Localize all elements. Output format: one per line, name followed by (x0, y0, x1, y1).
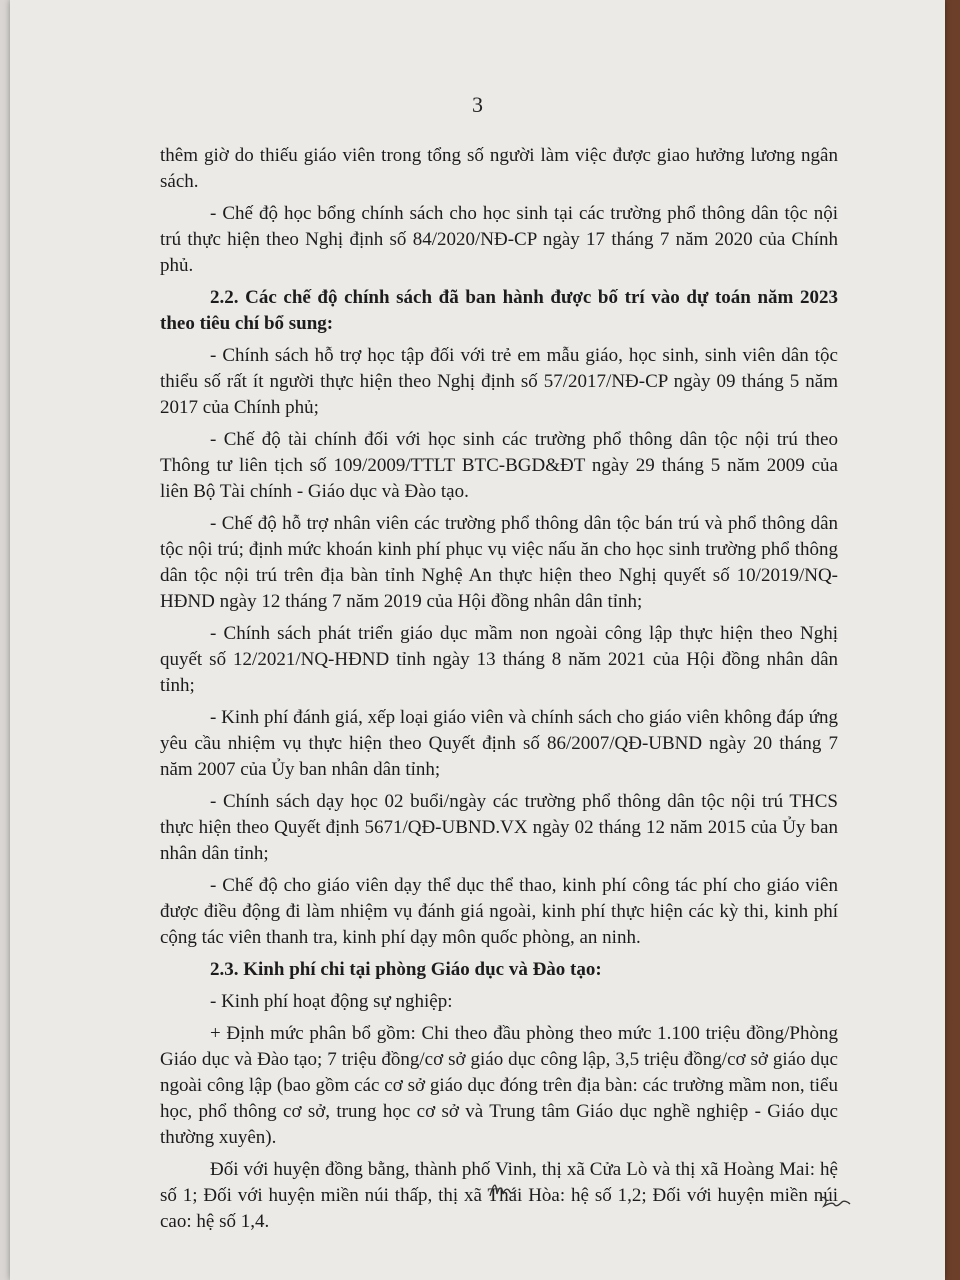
section-heading-2-3: 2.3. Kinh phí chi tại phòng Giáo dục và Đào tạo: (210, 959, 602, 980)
paragraph-item: - Chính sách dạy học 02 buổi/ngày các trường phổ thông dân tộc nội trú THCS thực hiện theo Quyết định 5671/QĐ-UBND.VX ngày 02 tháng 12 năm 2015 của Ủy ban nhân dân tỉnh; (160, 791, 838, 864)
initial-mark-right (818, 1192, 852, 1212)
paragraph-continuation: thêm giờ do thiếu giáo viên trong tổng số người làm việc được giao hưởng lương ngân sách. (160, 145, 838, 192)
paragraph-item: - Chế độ hỗ trợ nhân viên các trường phổ thông dân tộc bán trú và phổ thông dân tộc nội trú; định mức khoán kinh phí phục vụ việc nấu ăn cho học sinh trường phổ thông dân tộc nội trú trên địa bàn tỉnh Nghệ An thực hiện theo Nghị quyết số 10/2019/NQ-HĐND ngày 12 tháng 7 năm 2019 của Hội đồng nhân dân tỉnh; (160, 513, 838, 612)
paragraph-item: - Kinh phí đánh giá, xếp loại giáo viên và chính sách cho giáo viên không đáp ứng yêu cầu nhiệm vụ thực hiện theo Quyết định số 86/2007/QĐ-UBND ngày 20 tháng 7 năm 2007 của Ủy ban nhân dân tỉnh; (160, 707, 838, 780)
document-page (10, 0, 945, 1280)
paragraph-item: - Chính sách phát triển giáo dục mầm non ngoài công lập thực hiện theo Nghị quyết số 12/2021/NQ-HĐND tỉnh ngày 13 tháng 8 năm 2021 của Hội đồng nhân dân tỉnh; (160, 623, 838, 696)
document-body (160, 143, 838, 1241)
paragraph-item: - Chế độ cho giáo viên dạy thể dục thể thao, kinh phí công tác phí cho giáo viên được điều động đi làm nhiệm vụ đánh giá ngoài, kinh phí thực hiện các kỳ thi, kinh phí cộng tác viên thanh tra, kinh phí dạy môn quốc phòng, an ninh. (160, 875, 838, 948)
paragraph-item: - Chính sách hỗ trợ học tập đối với trẻ em mẫu giáo, học sinh, sinh viên dân tộc thiểu số rất ít người thực hiện theo Nghị định số 57/2017/NĐ-CP ngày 09 tháng 5 năm 2017 của Chính phủ; (160, 345, 838, 418)
paragraph-item: - Kinh phí hoạt động sự nghiệp: (210, 991, 453, 1012)
initial-mark-left (488, 1178, 518, 1200)
paragraph-scholarship: - Chế độ học bổng chính sách cho học sinh tại các trường phổ thông dân tộc nội trú thực hiện theo Nghị định số 84/2020/NĐ-CP ngày 17 tháng 7 năm 2020 của Chính phủ. (160, 203, 838, 276)
paragraph-allocation: + Định mức phân bổ gồm: Chi theo đầu phòng theo mức 1.100 triệu đồng/Phòng Giáo dục và Đào tạo; 7 triệu đồng/cơ sở giáo dục công lập, 3,5 triệu đồng/cơ sở giáo dục ngoài công lập (bao gồm các cơ sở giáo dục đóng trên địa bàn: các trường mầm non, tiểu học, phổ thông cơ sở, trung học cơ sở và Trung tâm Giáo dục nghề nghiệp - Giáo dục thường xuyên). (160, 1023, 838, 1148)
section-heading-2-2: 2.2. Các chế độ chính sách đã ban hành được bố trí vào dự toán năm 2023 theo tiêu chí bổ sung: (160, 287, 838, 334)
page-number: 3 (472, 92, 483, 117)
paragraph-item: - Chế độ tài chính đối với học sinh các trường phổ thông dân tộc nội trú theo Thông tư liên tịch số 109/2009/TTLT BTC-BGD&ĐT ngày 29 tháng 5 năm 2009 của liên Bộ Tài chính - Giáo dục và Đào tạo. (160, 429, 838, 502)
paragraph-coefficients: Đối với huyện đồng bằng, thành phố Vinh, thị xã Cửa Lò và thị xã Hoàng Mai: hệ số 1; Đối với huyện miền núi thấp, thị xã Thái Hòa: hệ số 1,2; Đối với huyện miền núi cao: hệ số 1,4. (160, 1159, 838, 1232)
